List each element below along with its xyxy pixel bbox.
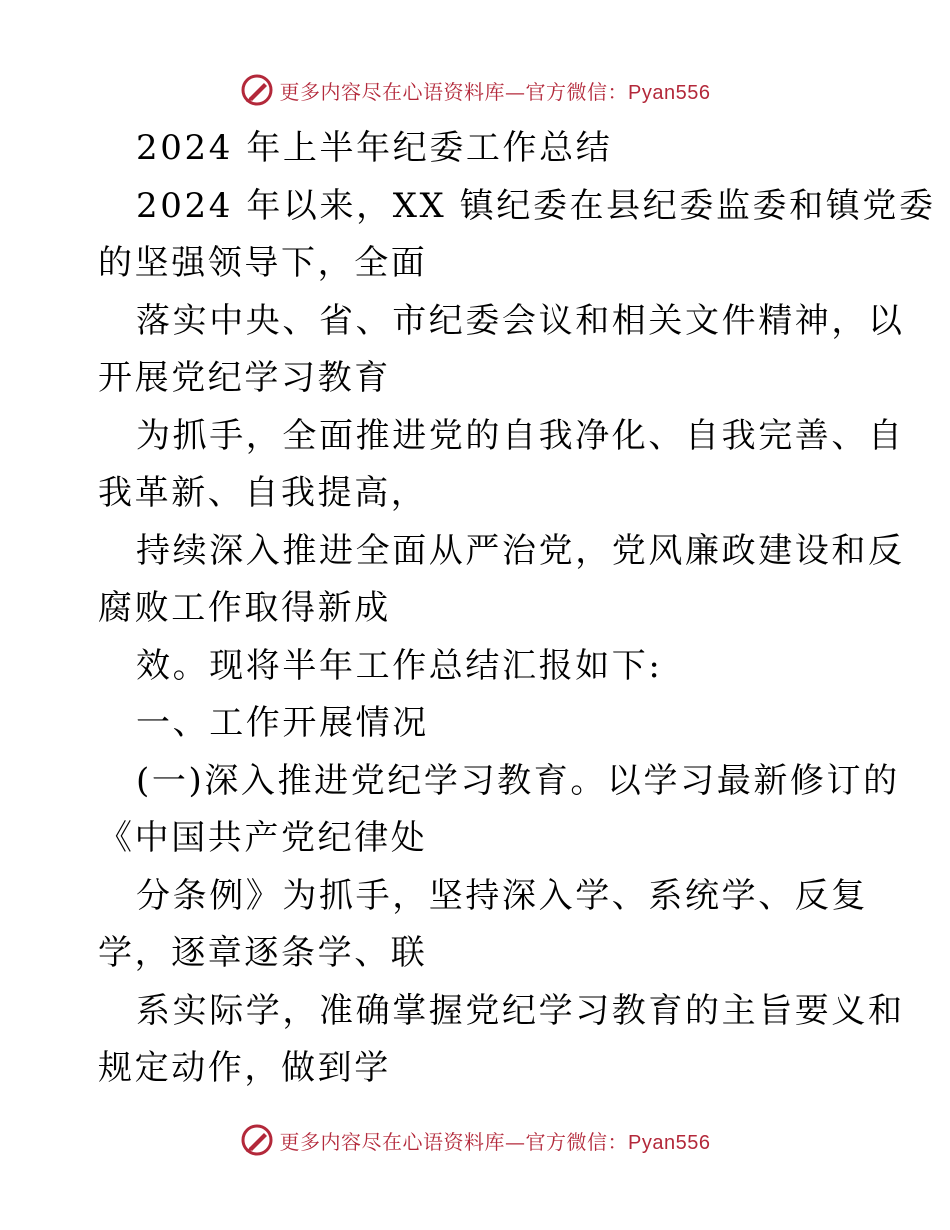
- paragraph-line: 腐败工作取得新成: [98, 588, 391, 628]
- footer-wechat-id: Pyan556: [628, 1131, 711, 1154]
- header-wechat-id: Pyan556: [628, 81, 711, 104]
- paragraph-line: 分条例》为抓手，坚持深入学、系统学、反复: [136, 875, 868, 916]
- paragraph-line: 规定动作，做到学: [98, 1048, 391, 1088]
- paragraph-line: 为抓手，全面推进党的自我净化、自我完善、自: [136, 415, 905, 456]
- header-watermark-text: 更多内容尽在心语资料库—官方微信：Pyan556: [279, 79, 711, 104]
- paragraph-line: 系实际学，准确掌握党纪学习教育的主旨要义和: [136, 990, 905, 1031]
- document-title: 2024 年上半年纪委工作总结: [136, 128, 613, 168]
- paragraph-line: 效。现将半年工作总结汇报如下:: [136, 645, 663, 686]
- paragraph-line: (一)深入推进党纪学习教育。以学习最新修订的: [136, 760, 900, 801]
- paragraph-line: 学，逐章逐条学、联: [98, 933, 428, 973]
- footer-watermark-text: 更多内容尽在心语资料库—官方微信：Pyan556: [279, 1129, 711, 1154]
- paragraph-line: 开展党纪学习教育: [98, 358, 391, 398]
- paragraph-line: 持续深入推进全面从严治党，党风廉政建设和反: [136, 530, 905, 571]
- paragraph-line: 落实中央、省、市纪委会议和相关文件精神，以: [136, 300, 905, 341]
- paragraph-line: 《中国共产党纪律处: [98, 818, 428, 858]
- paragraph-line: 的坚强领导下，全面: [98, 243, 428, 283]
- footer-watermark-banner: [0, 1120, 950, 1160]
- document-body: [98, 120, 936, 1098]
- header-watermark-banner: [0, 70, 950, 110]
- paragraph-line: 我革新、自我提高，: [98, 473, 428, 513]
- quill-seal-logo-icon: [240, 1123, 274, 1157]
- paragraph-line: 2024 年以来，XX 镇纪委在县纪委监委和镇党委: [136, 185, 936, 226]
- section-heading: 一、工作开展情况: [136, 703, 429, 743]
- quill-seal-logo-icon: [240, 73, 274, 107]
